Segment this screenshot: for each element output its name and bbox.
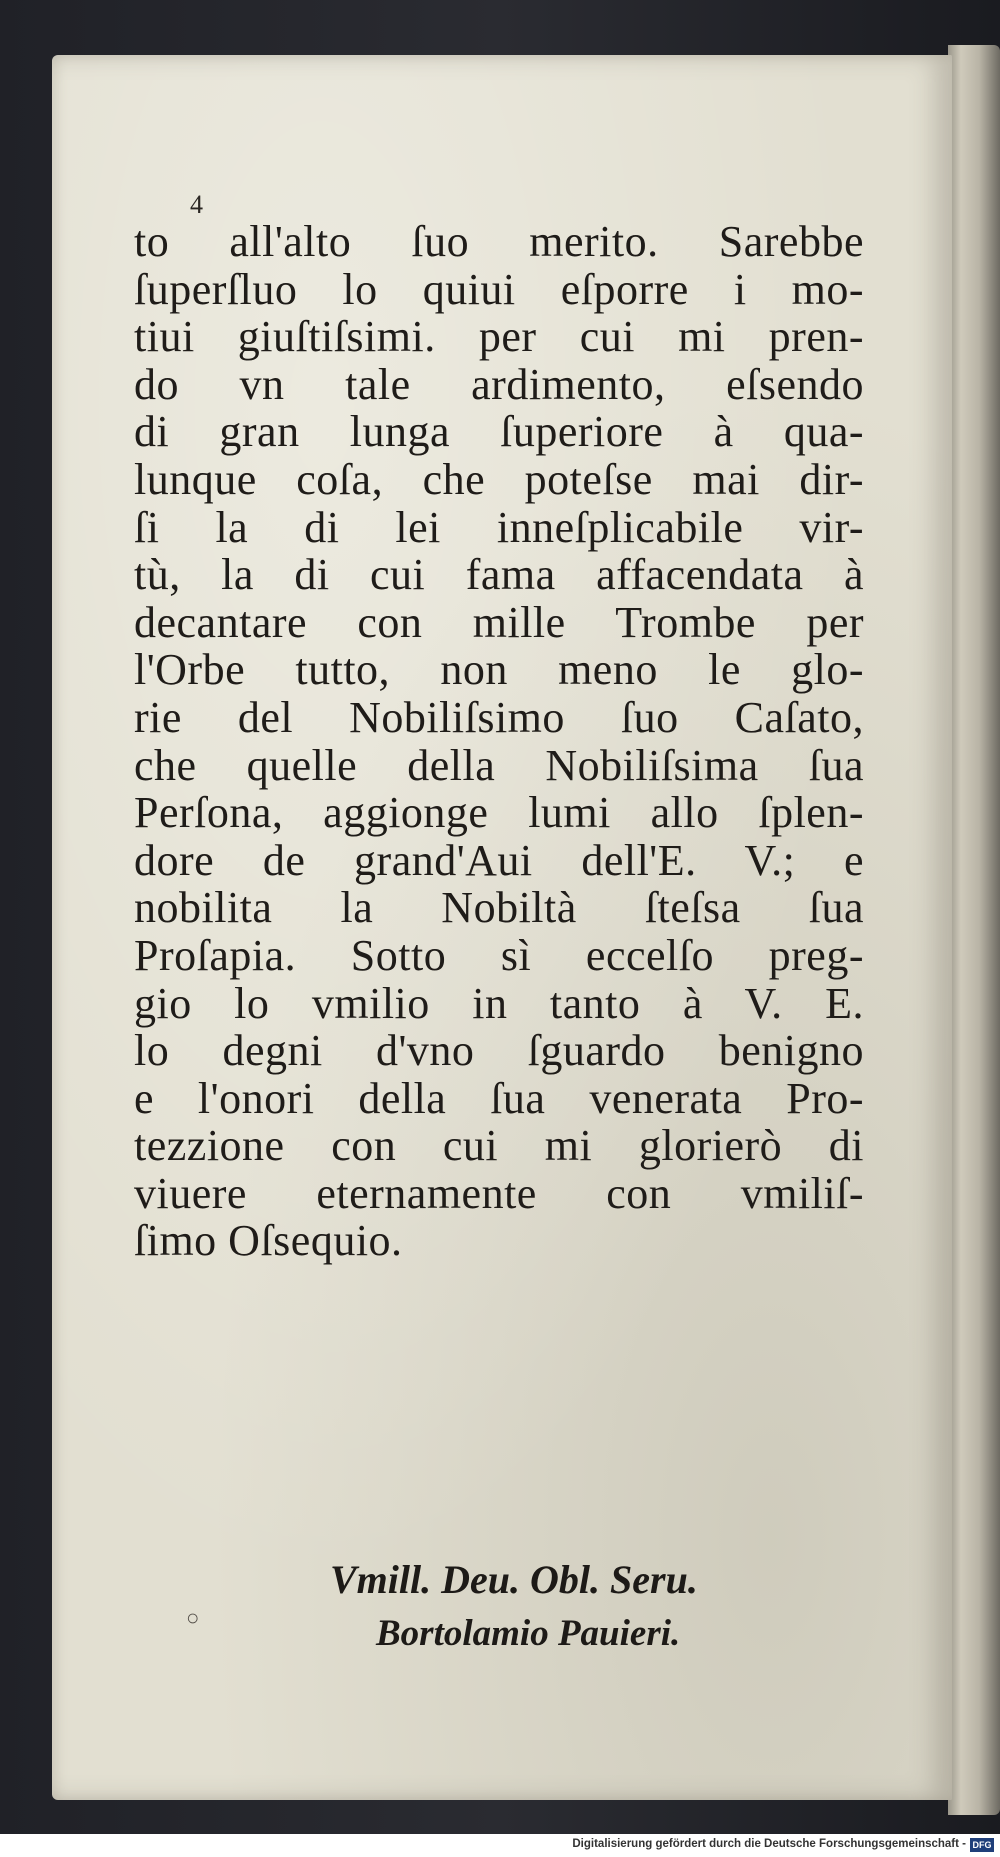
- page-number: 4: [190, 190, 203, 219]
- dfg-logo: DFG: [970, 1838, 994, 1852]
- text-line: to all'alto ſuo merito. Sarebbe: [134, 217, 864, 266]
- signature-closing: Vmill. Deu. Obl. Seru.: [330, 1557, 698, 1602]
- adjacent-page-edge: [948, 45, 1000, 1815]
- signature-name: Bortolamio Pauieri.: [376, 1613, 681, 1654]
- text-line: ſi la di lei inneſplicabile vir-: [134, 502, 864, 552]
- text-line: ſimo Oſsequio.: [134, 1216, 403, 1266]
- text-line: di gran lunga ſuperiore à qua-: [134, 407, 864, 457]
- text-line: ſuperſluo lo quiui eſporre i mo-: [134, 264, 864, 314]
- text-line: lunque coſa, che poteſse mai dir-: [134, 454, 864, 504]
- text-line: rie del Nobiliſsimo ſuo Caſato,: [134, 692, 864, 742]
- text-line: e l'onori della ſua venerata Pro-: [134, 1073, 864, 1123]
- text-line: l'Orbe tutto, non meno le glo-: [134, 645, 864, 695]
- text-line: che quelle della Nobiliſsima ſua: [134, 740, 864, 790]
- text-line: tezzione con cui mi glorierò di: [134, 1121, 864, 1171]
- text-line: dore de grand'Aui dell'E. V.; e: [134, 835, 864, 885]
- text-line: decantare con mille Trombe per: [134, 597, 864, 647]
- body-text: [134, 218, 864, 1265]
- text-line: nobilita la Nobiltà ſteſsa ſua: [134, 883, 864, 933]
- text-line: lo degni d'vno ſguardo benigno: [134, 1026, 864, 1076]
- funding-credit: Digitalisierung gefördert durch die Deutsche Forschungsgemeinschaft -: [572, 1838, 966, 1850]
- text-line: viuere eternamente con vmiliſ-: [134, 1168, 864, 1218]
- text-line: do vn tale ardimento, eſsendo: [134, 359, 864, 409]
- stray-mark: ○: [186, 1605, 200, 1630]
- text-line: tiui giuſtiſsimi. per cui mi pren-: [134, 312, 864, 362]
- signature-block: [330, 1553, 830, 1661]
- text-line: tù, la di cui fama affacendata à: [134, 550, 864, 600]
- text-line: Perſona, aggionge lumi allo ſplen-: [134, 788, 864, 838]
- text-line: Proſapia. Sotto sì eccelſo preg-: [134, 930, 864, 980]
- text-line: gio lo vmilio in tanto à V. E.: [134, 978, 864, 1028]
